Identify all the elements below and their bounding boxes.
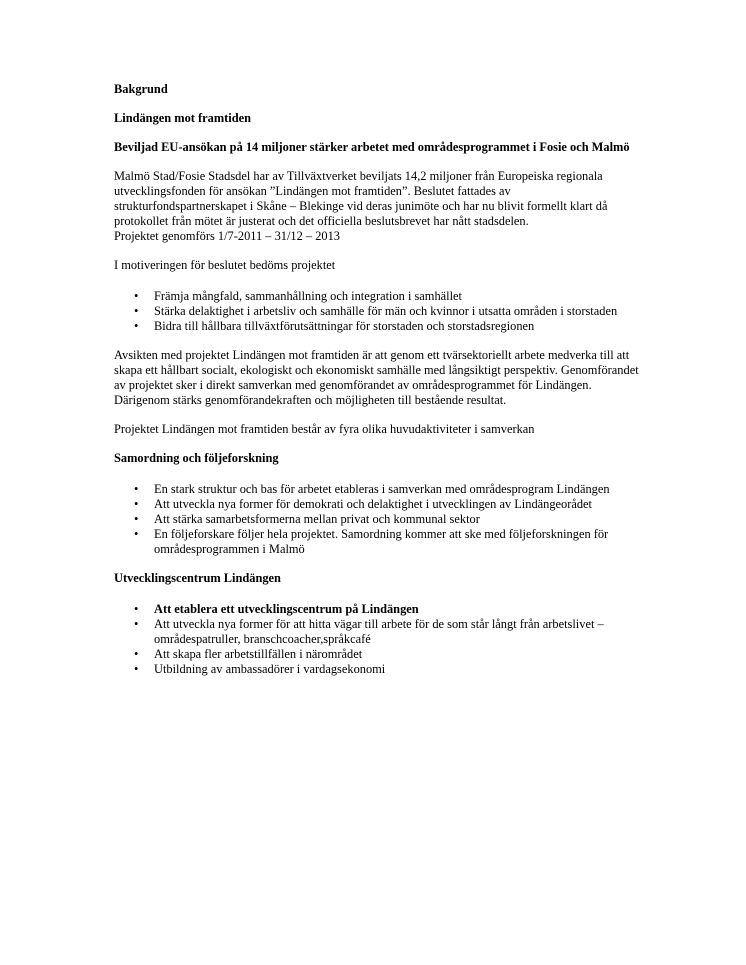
bullet-icon: • [134,602,139,616]
list-item [114,662,644,677]
list-item-text: Att stärka samarbetsformerna mellan privat och kommunal sektor [154,512,480,526]
document-page [114,82,644,677]
list-samordning [114,482,644,557]
list-item-text: Att skapa fler arbetstillfällen i närområdet [154,647,363,661]
list-item [114,602,644,617]
paragraph-period: Projektet genomförs 1/7-2011 – 31/12 – 2013 [114,229,340,243]
list-item [114,527,644,557]
paragraph-motivering: I motiveringen för beslutet bedöms projektet [114,258,336,272]
list-item-text: Att etablera ett utvecklingscentrum på Lindängen [154,602,419,616]
list-item-text: Att utveckla nya former för att hitta vägar till arbete för de som står långt från arbetslivet – områdespatruller, branschcoacher,språkcafé [154,617,604,646]
list-item [114,647,644,662]
list-item [114,482,644,497]
list-item [114,497,644,512]
list-item-text: Bidra till hållbara tillväxtförutsättningar för storstaden och storstadsregionen [154,319,535,333]
list-item-text: En följeforskare följer hela projektet. Samordning kommer att ske med följeforskningen för områdesprogrammen i Malmö [154,527,609,556]
list-item [114,289,644,304]
bullet-icon: • [134,482,139,496]
list-item [114,512,644,527]
list-item-text: Utbildning av ambassadörer i vardagsekonomi [154,662,386,676]
list-item [114,304,644,319]
bullet-icon: • [134,617,139,631]
list-item [114,617,644,647]
heading-title: Lindängen mot framtiden [114,111,251,125]
paragraph-bestar: Projektet Lindängen mot framtiden består av fyra olika huvudaktiviteter i samverkan [114,422,535,436]
heading-utvecklingscentrum: Utvecklingscentrum Lindängen [114,571,281,585]
list-item-text: Stärka delaktighet i arbetsliv och samhälle för män och kvinnor i utsatta områden i storstaden [154,304,618,318]
bullet-icon: • [134,662,139,676]
list-motivering [114,289,644,334]
bullet-icon: • [134,497,139,511]
list-utvecklingscentrum [114,602,644,677]
bullet-icon: • [134,289,139,303]
bullet-icon: • [134,647,139,661]
list-item [114,319,644,334]
heading-samordning: Samordning och följeforskning [114,451,279,465]
heading-beviljad: Beviljad EU-ansökan på 14 miljoner stärker arbetet med områdesprogrammet i Fosie och Malmö [114,140,630,154]
list-item-text: En stark struktur och bas för arbetet etableras i samverkan med områdesprogram Lindängen [154,482,610,496]
heading-bakgrund: Bakgrund [114,82,168,96]
bullet-icon: • [134,319,139,333]
list-item-text: Främja mångfald, sammanhållning och integration i samhället [154,289,462,303]
bullet-icon: • [134,304,139,318]
paragraph-intro: Malmö Stad/Fosie Stadsdel har av Tillväxtverket beviljats 14,2 miljoner från Europeiska regionala utvecklingsfonden för ansökan ”Lindängen mot framtiden”. Beslutet fattades av strukturfondspartnerskapet i Skåne – Blekinge vid deras junimöte och har nu blivit formellt klart då protokollet från mötet är justerat och det officiella beslutsbrevet har nått stadsdelen. [114,169,608,228]
bullet-icon: • [134,527,139,541]
bullet-icon: • [134,512,139,526]
paragraph-avsikten: Avsikten med projektet Lindängen mot framtiden är att genom ett tvärsektoriellt arbete medverka till att skapa ett hållbart socialt, ekologiskt och ekonomiskt samhälle med långsiktigt perspektiv. Genomförandet av projektet sker i direkt samverkan med genomförandet av områdesprogrammet för Lindängen. Därigenom stärks genomförandekraften och möjligheten till bestående resultat. [114,348,639,407]
list-item-text: Att utveckla nya former för demokrati och delaktighet i utvecklingen av Lindängeorådet [154,497,592,511]
